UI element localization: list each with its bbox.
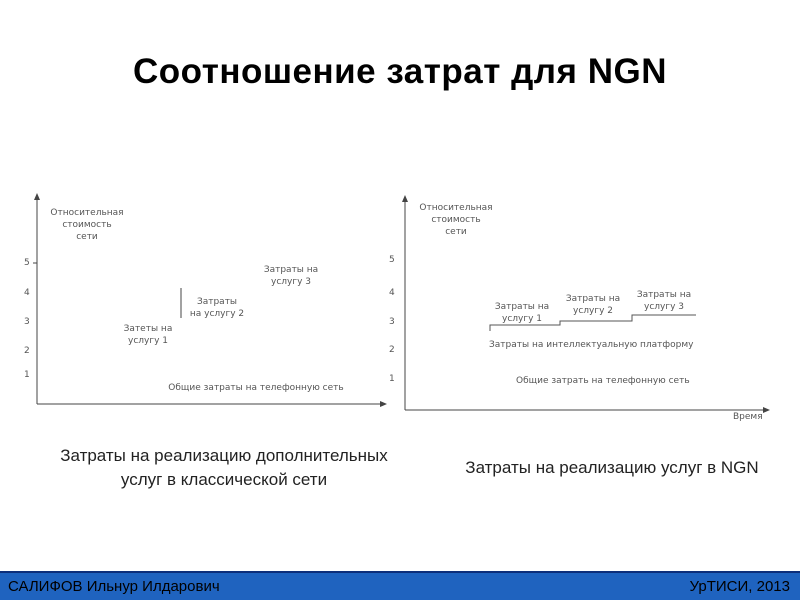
right-x-arrow — [763, 407, 770, 413]
right-y-label-1: Относительная — [419, 203, 493, 213]
right-total-label: Общие затрать на телефонную сеть — [516, 376, 690, 386]
left-service3-label-1: Затраты на — [263, 265, 319, 275]
left-service2-label-1: Затраты — [196, 297, 238, 307]
right-service1-label-1: Затраты на — [494, 302, 550, 312]
right-service1-label-2: услугу 1 — [502, 314, 542, 324]
right-diagram — [389, 195, 770, 422]
page-title: Соотношение затрат для NGN — [133, 52, 667, 91]
right-service2-label-2: услугу 2 — [573, 306, 613, 316]
left-service3-label-2: услугу 3 — [271, 277, 311, 287]
left-total-label: Общие затраты на телефонную сеть — [168, 383, 344, 393]
left-x-arrow — [380, 401, 387, 407]
right-y-tick: 5 — [389, 255, 395, 265]
left-caption: Затраты на реализацию дополнительных услуг в классической сети — [60, 446, 388, 489]
left-y-tick: 4 — [24, 288, 30, 298]
footer-org: УрТИСИ, 2013 — [689, 578, 790, 595]
right-service3-label-1: Затраты на — [636, 290, 692, 300]
right-service2-label-1: Затраты на — [565, 294, 621, 304]
right-y-label-3: сети — [445, 227, 467, 237]
right-x-label: Время — [733, 412, 763, 422]
left-y-label-1: Относительная — [50, 208, 124, 218]
left-diagram — [24, 193, 387, 407]
right-platform-label: Затраты на интеллектуальную платформу — [489, 340, 694, 350]
right-y-label-2: стоимость — [431, 215, 481, 225]
right-y-tick: 1 — [389, 374, 395, 384]
right-y-arrow — [402, 195, 408, 202]
left-service1-label-2: услугу 1 — [128, 336, 168, 346]
left-y-arrow — [34, 193, 40, 200]
left-y-label-2: стоимость — [62, 220, 112, 230]
left-service1-label-1: Затеты на — [123, 324, 173, 334]
right-caption: Затраты на реализацию услуг в NGN — [465, 458, 759, 477]
left-y-tick: 2 — [24, 346, 30, 356]
right-y-tick: 3 — [389, 317, 395, 327]
left-y-tick: 5 — [24, 258, 30, 268]
left-y-label-3: сети — [76, 232, 98, 242]
left-y-tick: 3 — [24, 317, 30, 327]
left-y-tick: 1 — [24, 370, 30, 380]
footer-author: САЛИФОВ Ильнур Илдарович — [8, 578, 220, 595]
right-y-tick: 2 — [389, 345, 395, 355]
right-y-tick: 4 — [389, 288, 395, 298]
right-service3-label-2: услугу 3 — [644, 302, 684, 312]
footer-bar — [0, 571, 800, 600]
left-service2-label-2: на услугу 2 — [189, 309, 245, 319]
